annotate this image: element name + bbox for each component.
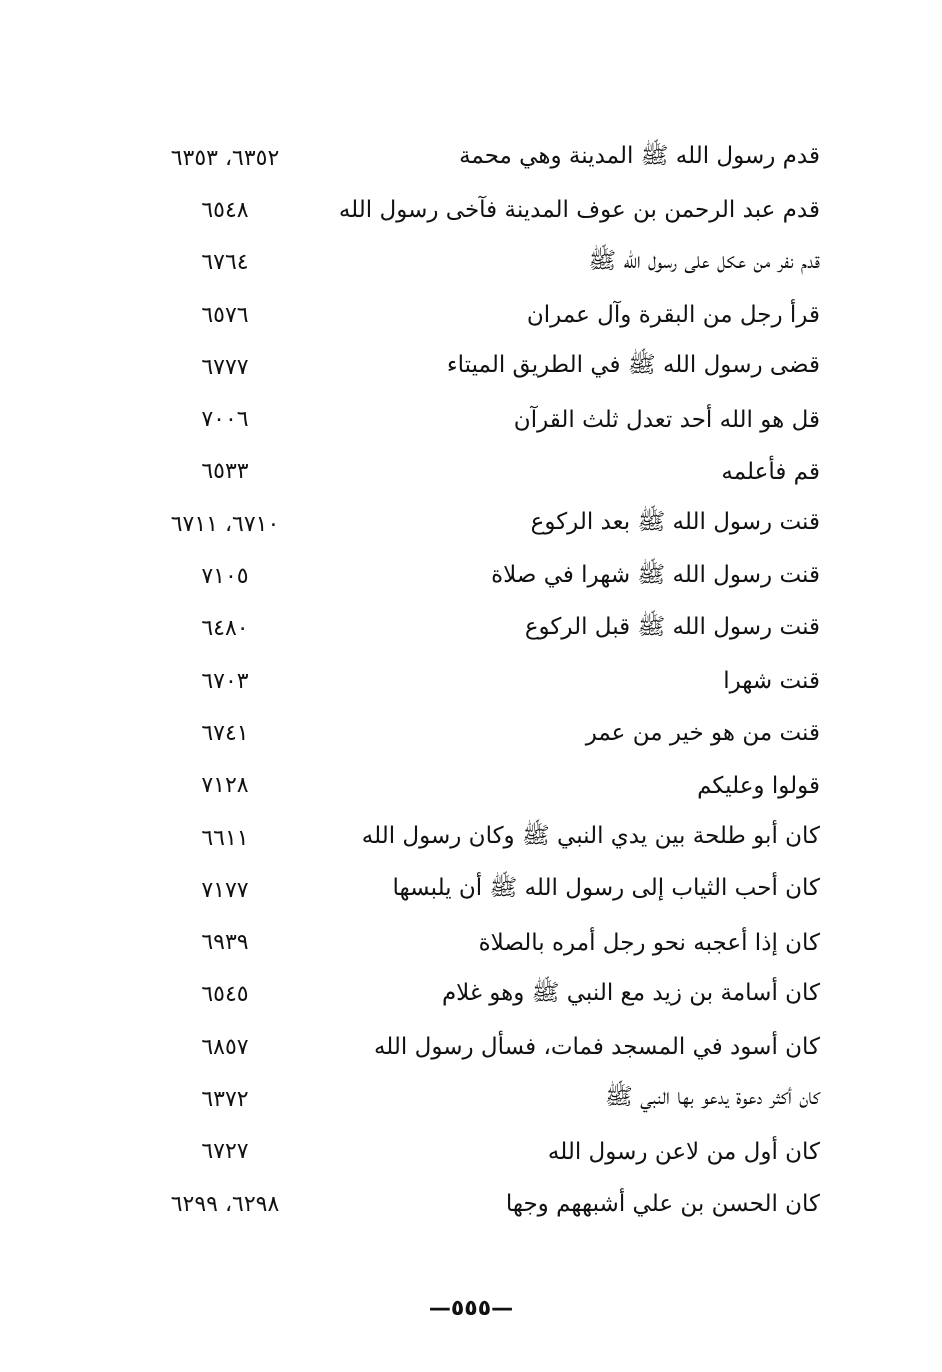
entry-refs: ٦٧١٠، ٦٧١١ [170, 511, 280, 537]
index-entry [150, 916, 830, 968]
entry-refs: ٦٣٥٢، ٦٣٥٣ [170, 145, 280, 171]
entry-refs: ٦٧٧٧ [201, 354, 249, 380]
entry-refs: ٦٢٩٨، ٦٢٩٩ [170, 1191, 280, 1217]
entry-refs: ٦٣٧٢ [201, 1086, 249, 1112]
entry-text: قنت من هو خير من عمر [585, 720, 820, 747]
entry-text: قم فأعلمه [721, 458, 820, 485]
index-entry [150, 1178, 830, 1230]
entry-text: كان أسامة بن زيد مع النبي ﷺ وهو غلام [441, 979, 820, 1006]
entry-text: قدم نفر من عكل على رسول الله ﷺ [588, 247, 820, 274]
entry-refs: ٧٠٠٦ [201, 407, 249, 433]
index-entry [150, 446, 830, 498]
entry-text: كان إذا أعجبه نحو رجل أمره بالصلاة [478, 929, 820, 956]
entry-refs: ٦٥٣٣ [201, 459, 249, 485]
index-entry [150, 1073, 830, 1125]
entry-text: قدم عبد الرحمن بن عوف المدينة فآخى رسول الله [338, 197, 820, 224]
entry-refs: ٦٨٥٧ [201, 1034, 249, 1060]
index-entry [150, 1126, 830, 1178]
index-entry [150, 760, 830, 812]
index-entry [150, 969, 830, 1021]
entry-text: قل هو الله أحد تعدل ثلث القرآن [513, 406, 820, 433]
entry-text: كان الحسن بن علي أشبههم وجها [505, 1191, 820, 1218]
entry-refs: ٦٧٢٧ [201, 1139, 249, 1165]
entry-text: قرأ رجل من البقرة وآل عمران [526, 302, 820, 329]
entry-refs: ٦٧٦٤ [201, 250, 249, 276]
entry-refs: ٦٧٤١ [201, 720, 249, 746]
entry-refs: ٧١٠٥ [201, 564, 249, 590]
index-entry [150, 341, 830, 393]
index-entry [150, 132, 830, 184]
entry-refs: ٦٦١١ [201, 825, 249, 851]
entry-refs: ٦٧٠٣ [201, 668, 249, 694]
index-entry [150, 603, 830, 655]
index-entry [150, 812, 830, 864]
hadith-index-list [150, 132, 830, 1230]
entry-text: قضى رسول الله ﷺ في الطريق الميتاء [446, 352, 820, 379]
entry-text: قولوا وعليكم [697, 772, 820, 799]
index-entry [150, 550, 830, 602]
entry-refs: ٦٥٤٨ [201, 197, 249, 223]
entry-text: قنت رسول الله ﷺ بعد الركوع [530, 509, 820, 536]
index-entry [150, 237, 830, 289]
index-entry [150, 1021, 830, 1073]
index-entry [150, 655, 830, 707]
index-entry [150, 864, 830, 916]
page-number: —٥٥٥— [428, 1296, 514, 1321]
entry-text: قنت رسول الله ﷺ قبل الركوع [524, 613, 820, 640]
entry-refs: ٦٥٤٥ [201, 982, 249, 1008]
entry-text: كان أسود في المسجد فمات، فسأل رسول الله [373, 1034, 820, 1061]
index-entry [150, 707, 830, 759]
index-entry [150, 184, 830, 236]
entry-refs: ٧١٢٨ [201, 773, 249, 799]
entry-text: كان أول من لاعن رسول الله [547, 1138, 820, 1165]
entry-text: كان أكثر دعوة يدعو بها النبي ﷺ [605, 1084, 820, 1111]
entry-text: كان أبو طلحة بين يدي النبي ﷺ وكان رسول الله [361, 823, 820, 849]
entry-refs: ٦٩٣٩ [201, 930, 249, 956]
index-entry [150, 393, 830, 445]
entry-refs: ٦٤٨٠ [201, 616, 249, 642]
entry-text: قنت رسول الله ﷺ شهرا في صلاة [491, 561, 820, 588]
entry-refs: ٧١٧٧ [201, 877, 249, 903]
entry-refs: ٦٥٧٦ [201, 302, 249, 328]
index-entry [150, 289, 830, 341]
index-entry [150, 498, 830, 550]
entry-text: كان أحب الثياب إلى رسول الله ﷺ أن يلبسها [392, 875, 820, 902]
entry-text: قنت شهرا [723, 668, 820, 695]
entry-text: قدم رسول الله ﷺ المدينة وهي محمة [459, 143, 820, 170]
